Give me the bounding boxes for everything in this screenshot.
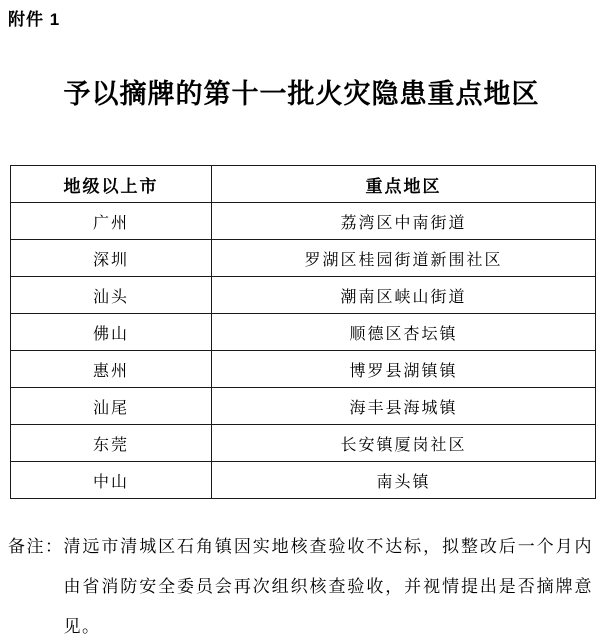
- city-cell: 中山: [11, 462, 212, 499]
- header-city-column: 地级以上市: [11, 166, 212, 203]
- area-cell: 荔湾区中南街道: [212, 203, 596, 240]
- city-cell: 东莞: [11, 425, 212, 462]
- page-title: 予以摘牌的第十一批火灾隐患重点地区: [63, 79, 540, 109]
- area-cell: 长安镇厦岗社区: [212, 425, 596, 462]
- attachment-label: 附件 1: [8, 10, 61, 29]
- table-row: [11, 388, 596, 425]
- table-row: [11, 425, 596, 462]
- area-cell: 潮南区峡山街道: [212, 277, 596, 314]
- remark-text: 清远市清城区石角镇因实地核查验收不达标，拟整改后一个月内由省消防安全委员会再次组织核查验收，并视情提出是否摘牌意见。: [63, 537, 593, 636]
- table-row: [11, 462, 596, 499]
- table-row: [11, 351, 596, 388]
- table-row: [11, 240, 596, 277]
- key-areas-table: [10, 165, 596, 499]
- city-cell: 惠州: [11, 351, 212, 388]
- area-cell: 海丰县海城镇: [212, 388, 596, 425]
- city-cell: 佛山: [11, 314, 212, 351]
- table-header-row: [11, 166, 596, 203]
- city-cell: 汕尾: [11, 388, 212, 425]
- city-cell: 广州: [11, 203, 212, 240]
- remark-label: 备注：: [8, 537, 64, 556]
- table-row: [11, 203, 596, 240]
- table-row: [11, 277, 596, 314]
- area-cell: 博罗县湖镇镇: [212, 351, 596, 388]
- table-row: [11, 314, 596, 351]
- area-cell: 顺德区杏坛镇: [212, 314, 596, 351]
- area-cell: 南头镇: [212, 462, 596, 499]
- city-cell: 深圳: [11, 240, 212, 277]
- city-cell: 汕头: [11, 277, 212, 314]
- header-area-column: 重点地区: [212, 166, 596, 203]
- area-cell: 罗湖区桂园街道新围社区: [212, 240, 596, 277]
- remark-note: [8, 527, 593, 641]
